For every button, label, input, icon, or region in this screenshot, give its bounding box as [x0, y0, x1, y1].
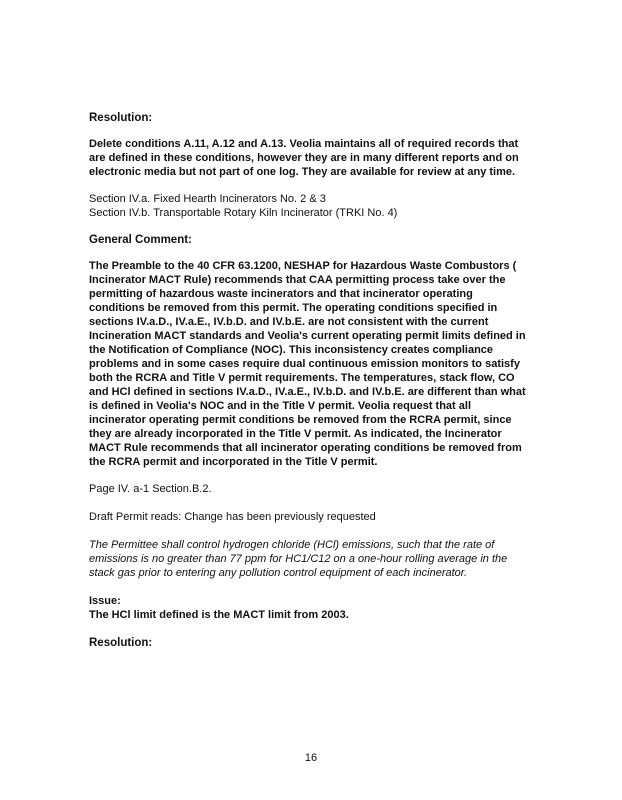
section-line: Section IV.b. Transportable Rotary Kiln Incinerator (TRKI No. 4): [89, 207, 398, 219]
section-line: Section IV.a. Fixed Hearth Incinerators No. 2 & 3: [89, 193, 326, 205]
resolution-heading-2: Resolution:: [89, 637, 153, 649]
permit-quote: The Permittee shall control hydrogen chloride (HCl) emissions, such that the rate of emissions is no greater than 77 ppm for HC1/C12 on a one-hour rolling average in the stack gas prior to entering any pollution control equipment of each incinerator.: [89, 539, 508, 579]
document-body: [89, 111, 529, 662]
general-comment-paragraph: The Preamble to the 40 CFR 63.1200, NESHAP for Hazardous Waste Combustors ( Incinerator MACT Rule) recommends that CAA permitting process take over the permitting of hazardous waste incinerators and that incinerator operating conditions be removed from this permit. The operating conditions specified in sections IV.a.D., IV.a.E., IV.b.D. and IV.b.E. are not consistent with the current Incineration MACT standards and Veolia's current operating permit limits defined in the Notification of Compliance (NOC). This inconsistency creates compliance problems and in some cases require dual continuous emission monitors to satisfy both the RCRA and Title V permit requirements. The temperatures, stack flow, CO and HCl defined in sections IV.a.D., IV.a.E., IV.b.D. and IV.b.E. are different than what is defined in Veolia's NOC and in the Title V permit. Veolia request that all incinerator operating permit conditions be removed from the RCRA permit, since they are already incorporated in the Title V permit. As indicated, the Incinerator MACT Rule recommends that all incinerator operating conditions be removed from the RCRA permit and incorporated in the Title V permit.: [89, 260, 526, 468]
general-comment-heading: General Comment:: [89, 234, 192, 246]
section-list: [89, 192, 529, 220]
resolution-heading: Resolution:: [89, 112, 153, 124]
issue-text: The HCl limit defined is the MACT limit from 2003.: [89, 609, 349, 621]
issue-label: Issue:: [89, 595, 121, 607]
resolution-paragraph: Delete conditions A.11, A.12 and A.13. Veolia maintains all of required records that are defined in these conditions, however they are in many different reports and on electronic media but not part of one log. They are available for review at any time.: [89, 138, 519, 178]
page-number: 16: [304, 752, 318, 764]
draft-permit-reads: Draft Permit reads: Change has been previously requested: [89, 511, 376, 523]
page-reference: Page IV. a-1 Section.B.2.: [89, 483, 212, 495]
